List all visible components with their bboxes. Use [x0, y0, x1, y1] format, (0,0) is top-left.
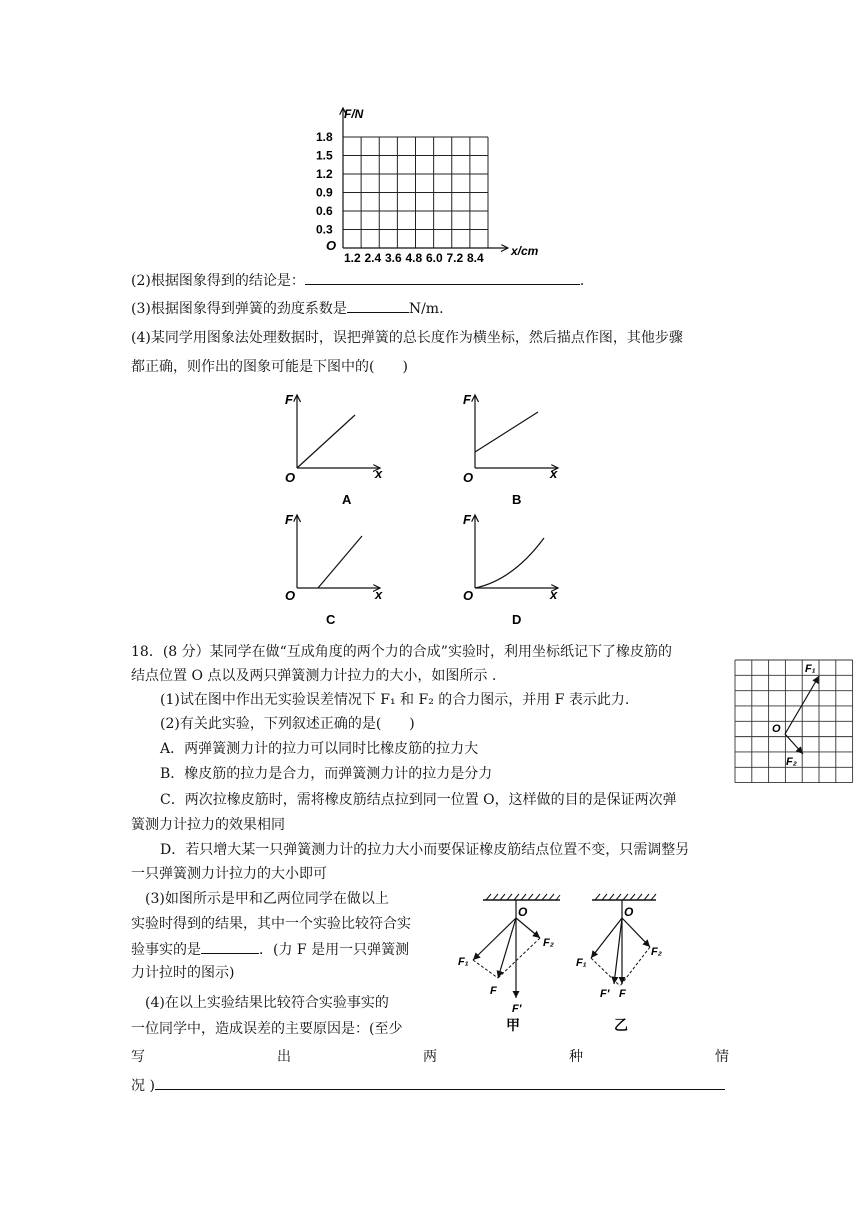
option-graph-c[interactable]: [280, 508, 390, 628]
y-tick-label: 0.3: [316, 222, 333, 237]
f-label: F: [490, 985, 497, 997]
experiment-jia-figure: [450, 892, 575, 1032]
graph-line: [475, 412, 538, 452]
f-axis-label: F: [285, 512, 293, 527]
fprime-vector: [614, 918, 622, 984]
f2-vector: [622, 918, 650, 947]
y-axis-label: F/N: [344, 107, 364, 121]
y-tick-label: 1.5: [316, 148, 333, 163]
option-graph-a[interactable]: [280, 390, 390, 510]
f2-label: F₂: [786, 756, 797, 768]
q18-part2: (2)有关此实验，下列叙述正确的是( ): [160, 716, 415, 732]
x-tick-label: 8.4: [467, 251, 484, 265]
chart-grid: [343, 137, 488, 248]
graph-curve: [475, 538, 544, 588]
fprime-label: F′: [512, 1003, 522, 1015]
spread-char: 种: [569, 1049, 583, 1065]
q17-part4-line2: 都正确，则作出的图象可能是下图中的( ): [131, 359, 408, 375]
x-tick-label: 4.8: [405, 251, 423, 265]
q17-part2: [131, 270, 584, 291]
y-tick-label: 0.9: [316, 185, 333, 200]
spread-char: 出: [277, 1049, 291, 1065]
x-tick-label: 7.2: [446, 251, 464, 265]
f2-label: F₂: [651, 946, 662, 958]
f2-label: F₂: [543, 937, 554, 949]
o-label: O: [518, 905, 528, 919]
q18-intro-line1: 18．(8 分）某同学在做“互成角度的两个力的合成”实验时，利用坐标纸记下了橡皮筋的: [131, 644, 672, 660]
caption-jia: 甲: [506, 1017, 520, 1032]
graph-line: [297, 415, 355, 468]
f-axis-label: F: [285, 392, 293, 407]
q18-option-d-line2[interactable]: 一只弹簧测力计拉力的大小即可: [131, 866, 327, 882]
origin-label: O: [285, 588, 296, 603]
x-tick-label: 3.6: [385, 251, 402, 265]
option-label-a: A: [342, 492, 352, 507]
option-graph-d[interactable]: [458, 508, 568, 628]
f1-label: F₁: [458, 956, 469, 968]
option-graph-b[interactable]: [458, 390, 568, 510]
f1-label: F₁: [576, 957, 587, 969]
q17-part3: [131, 298, 444, 319]
x-axis-label: x: [375, 587, 383, 602]
f-label: F: [619, 988, 626, 1000]
q18-part4-line3: [131, 1047, 729, 1067]
q17-part4-line1: (4)某同学用图象法处理数据时，误把弹簧的总长度作为横坐标，然后描点作图，其他步骤: [131, 330, 683, 346]
force-grid-figure: [733, 658, 855, 786]
y-tick-label: 0.6: [316, 204, 333, 218]
x-axis-label: x: [550, 587, 558, 602]
q18-part1: (1)试在图中作出无实验误差情况下 F₁ 和 F₂ 的合力图示，并用 F 表示此力.: [160, 692, 630, 708]
q18-part3-line3: [131, 939, 409, 960]
x-tick-label: 2.4: [364, 251, 382, 265]
q18-option-b[interactable]: B．橡皮筋的拉力是合力，而弹簧测力计的拉力是分力: [160, 766, 493, 782]
q17-part2-text: (2)根据图象得到的结论是：: [131, 273, 305, 289]
q18-option-a[interactable]: A．两弹簧测力计的拉力可以同时比橡皮筋的拉力大: [160, 741, 479, 757]
option-label-c: C: [326, 612, 336, 627]
origin-label: O: [285, 470, 296, 485]
option-label-b: B: [512, 492, 522, 507]
o-label: O: [624, 905, 634, 919]
q18-part3-line1: (3)如图所示是甲和乙两位同学在做以上: [145, 891, 389, 907]
x-axis-label: x: [550, 466, 558, 481]
q17-part2-blank[interactable]: [305, 270, 580, 285]
origin-label: O: [463, 470, 474, 485]
ceiling-hatch: [486, 894, 560, 900]
experiment-yi-figure: [572, 892, 687, 1032]
origin-label: O: [326, 238, 337, 253]
q18-part3-note: ．(力 F 是用一只弹簧测: [259, 942, 410, 958]
f-axis-label: F: [463, 392, 471, 407]
x-axis-label: x: [375, 466, 383, 481]
q18-option-c-line1[interactable]: C．两次拉橡皮筋时，需将橡皮筋结点拉到同一位置 O，这样做的目的是保证两次弹: [160, 792, 677, 808]
q18-part4-line1: (4)在以上实验结果比较符合实验事实的: [145, 995, 389, 1011]
q18-part4-answer-blank[interactable]: [155, 1075, 725, 1090]
fprime-label: F′: [600, 988, 610, 1000]
q18-part3-blank[interactable]: [201, 939, 259, 954]
q18-part4-line4: [131, 1075, 725, 1096]
origin-label: O: [463, 588, 474, 603]
q18-intro-line2: 结点位置 O 点以及两只弹簧测力计拉力的大小，如图所示 .: [131, 668, 497, 684]
origin-o-label: O: [772, 723, 781, 735]
q18-part3-line4: 力计拉时的图示): [131, 965, 235, 981]
x-tick-label: 6.0: [426, 251, 443, 265]
f1-label: F₁: [805, 663, 816, 675]
spread-char: 写: [131, 1049, 145, 1065]
data-grid-chart: [300, 100, 560, 265]
q18-part3-text: 验事实的是: [131, 942, 201, 958]
q18-option-c-line2[interactable]: 簧测力计拉力的效果相同: [131, 817, 285, 833]
y-tick-label: 1.8: [316, 130, 333, 144]
f2-vector: [516, 918, 540, 938]
ceiling-hatch: [595, 894, 656, 900]
q18-part4-line2: 一位同学中，造成误差的主要原因是：(至少: [131, 1021, 403, 1037]
y-tick-label: 1.2: [316, 167, 333, 181]
spread-char: 两: [423, 1049, 437, 1065]
x-axis-label: x/cm: [511, 244, 539, 258]
graph-line: [318, 536, 362, 588]
q18-part4-text: 况 ): [131, 1078, 155, 1094]
q18-part3-line2: 实验时得到的结果，其中一个实验比较符合实: [131, 916, 411, 932]
spread-char: 情: [715, 1049, 729, 1065]
x-tick-label: 1.2: [344, 251, 361, 265]
f-axis-label: F: [463, 512, 471, 527]
q18-option-d-line1[interactable]: D．若只增大某一只弹簧测力计的拉力大小而要保证橡皮筋结点位置不变，只需调整另: [160, 842, 690, 858]
caption-yi: 乙: [614, 1017, 628, 1032]
q17-part3-blank[interactable]: [347, 298, 409, 313]
q17-part2-end: .: [579, 273, 585, 289]
option-label-d: D: [512, 612, 522, 627]
q17-part3-text: (3)根据图象得到弹簧的劲度系数是: [131, 301, 347, 317]
q17-part3-unit: N/m.: [408, 301, 444, 317]
